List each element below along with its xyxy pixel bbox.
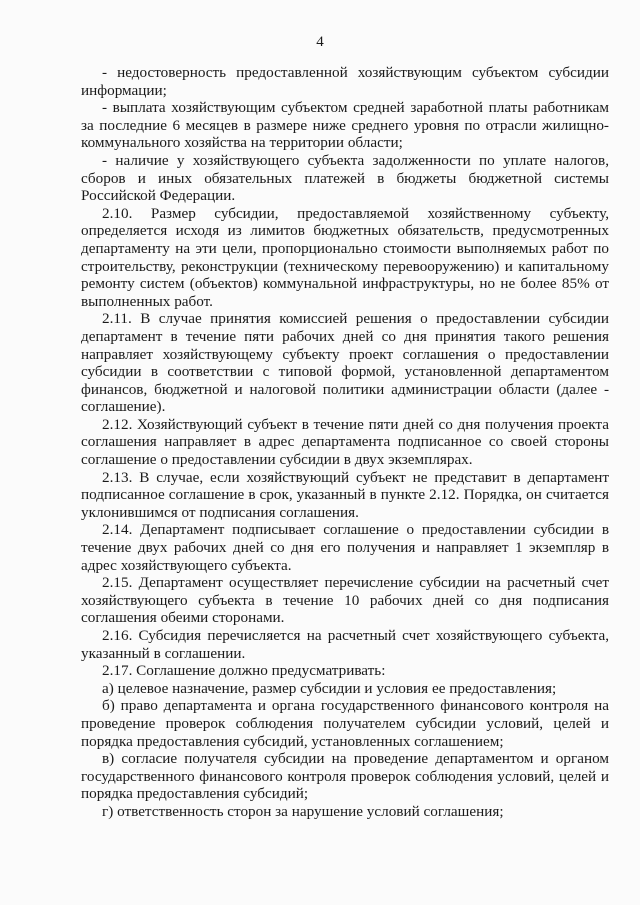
paragraph: 2.14. Департамент подписывает соглашение о предоставлении субсидии в течение двух рабочих дней со дня его получения и направляет 1 экземпляр в адрес хозяйствующего субъекта.	[81, 521, 609, 574]
paragraph: 2.15. Департамент осуществляет перечисление субсидии на расчетный счет хозяйствующего субъекта в течение 10 рабочих дней со дня подписания соглашения обеими сторонами.	[81, 574, 609, 627]
paragraph: в) согласие получателя субсидии на проведение департаментом и органом государственного финансового контроля проверок соблюдения условий, целей и порядка предоставления субсидий;	[81, 750, 609, 803]
paragraph: 2.13. В случае, если хозяйствующий субъект не представит в департамент подписанное соглашение в срок, указанный в пункте 2.12. Порядка, он считается уклонившимся от подписания соглашения.	[81, 468, 609, 521]
paragraph: а) целевое назначение, размер субсидии и условия ее предоставления;	[102, 679, 557, 697]
paragraph: 2.17. Соглашение должно предусматривать:	[102, 662, 386, 680]
paragraph: б) право департамента и органа государственного финансового контроля на проведение проверок соблюдения получателем субсидии условий, целей и порядка предоставления субсидий, установленных соглашением;	[81, 697, 609, 750]
paragraph: г) ответственность сторон за нарушение условий соглашения;	[102, 802, 504, 820]
paragraph: - выплата хозяйствующим субъектом средней заработной платы работникам за последние 6 месяцев в размере ниже среднего уровня по отрасли жилищно-коммунального хозяйства на территории области;	[81, 99, 609, 152]
paragraph: 2.10. Размер субсидии, предоставляемой хозяйственному субъекту, определяется исходя из лимитов бюджетных обязательств, предусмотренных департаменту на эти цели, пропорционально стоимости выполняемых работ по строительству, реконструкции (техническому перевооружению) и капитальному ремонту систем (объектов) коммунальной инфраструктуры, но не более 85% от выполненных работ.	[81, 204, 609, 310]
paragraph: 2.12. Хозяйствующий субъект в течение пяти дней со дня получения проекта соглашения направляет в адрес департамента подписанное со своей стороны соглашение о предоставлении субсидии в двух экземплярах.	[81, 415, 609, 469]
paragraph: - наличие у хозяйствующего субъекта задолженности по уплате налогов, сборов и иных обязательных платежей в бюджеты бюджетной системы Российской Федерации.	[81, 151, 609, 205]
document-body	[81, 64, 609, 821]
paragraph: 2.11. В случае принятия комиссией решения о предоставлении субсидии департамент в течение пяти рабочих дней со дня принятия такого решения направляет хозяйствующему субъекту проект соглашения о предоставлении субсидии в соответствии с типовой формой, установленной департаментом финансов, бюджетной и налоговой политики администрации области (далее - соглашение).	[81, 310, 609, 416]
page-number: 4	[316, 34, 324, 50]
paragraph: - недостоверность предоставленной хозяйствующим субъектом субсидии информации;	[81, 64, 609, 99]
paragraph: 2.16. Субсидия перечисляется на расчетный счет хозяйствующего субъекта, указанный в соглашении.	[81, 627, 609, 662]
